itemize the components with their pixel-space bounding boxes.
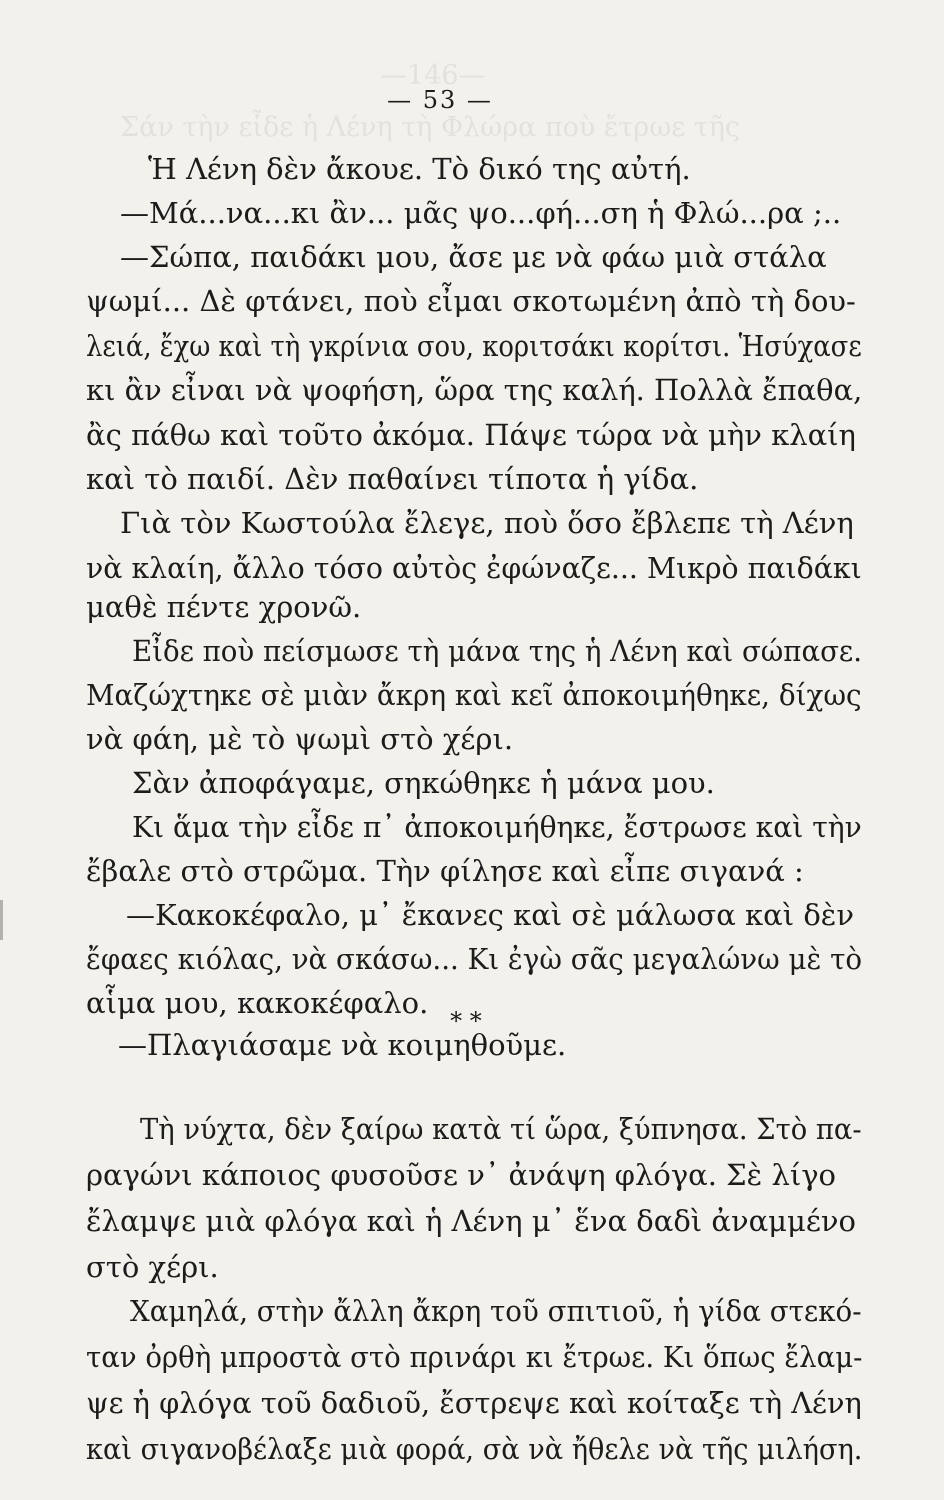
text-line: Ἡ Λένη δὲν ἄκουε. Τὸ δικό της αὐτή.	[148, 152, 691, 186]
text-line: Σὰν ἀποφάγαμε, σηκώθηκε ἡ μάνα μου.	[132, 766, 715, 800]
text-line: λειά, ἔχω καὶ τὴ γκρίνια σου, κοριτσάκι κορίτσι. Ἡσύχασε	[86, 329, 862, 363]
text-line: ψε ἡ φλόγα τοῦ δαδιοῦ, ἔστρεψε καὶ κοίταξε τὴ Λένη	[86, 1386, 862, 1420]
text-line: Εἶδε ποὺ πείσμωσε τὴ μάνα της ἡ Λένη καὶ σώπασε.	[132, 634, 863, 668]
text-line: ἔλαμψε μιὰ φλόγα καὶ ἡ Λένη μ᾿ ἕνα δαδὶ ἀναμμένο	[86, 1204, 856, 1238]
text-line: —Πλαγιάσαμε νὰ κοιμηθοῦμε.	[118, 1028, 567, 1062]
text-line: ταν ὀρθὴ μπροστὰ στὸ πρινάρι κι ἔτρωε. Κι ὅπως ἔλαμ-	[86, 1340, 863, 1374]
text-line: ραγώνι κάποιος φυσοῦσε ν᾿ ἀνάψη φλόγα. Σὲ λίγο	[86, 1158, 837, 1192]
text-line: ψωμί... Δὲ φτάνει, ποὺ εἶμαι σκοτωμένη ἀπὸ τὴ δου-	[86, 284, 856, 318]
text-line: Κι ἅμα τὴν εἶδε π᾿ ἀποκοιμήθηκε, ἔστρωσε καὶ τὴν	[132, 810, 862, 844]
page-number: — 53 —	[387, 86, 493, 114]
text-line: στὸ χέρι.	[86, 1250, 219, 1284]
text-line: Μαζώχτηκε σὲ μιὰν ἄκρη καὶ κεῖ ἀποκοιμήθηκε, δίχως	[86, 678, 862, 712]
text-line: Γιὰ τὸν Κωστούλα ἔλεγε, ποὺ ὅσο ἔβλεπε τὴ Λένη	[120, 506, 854, 540]
text-line: νὰ φάη, μὲ τὸ ψωμὶ στὸ χέρι.	[86, 722, 514, 756]
text-line: νὰ κλαίη, ἄλλο τόσο αὐτὸς ἐφώναζε... Μικρὸ παιδάκι	[86, 551, 862, 585]
text-line: καὶ σιγανοβέλαξε μιὰ φορά, σὰ νὰ ἤθελε νὰ τῆς μιλήση.	[86, 1432, 863, 1466]
text-line: μαθὲ πέντε χρονῶ.	[86, 590, 362, 624]
margin-scan-mark	[0, 900, 3, 940]
bleed-through-mark: Σάν τὴν εἶδε ἡ Λένη τὴ Φλώρα ποὺ ἔτρωε τῆς	[120, 112, 741, 143]
text-line: Τὴ νύχτα, δὲν ξαίρω κατὰ τί ὥρα, ξύπνησα. Στὸ πα-	[140, 1112, 862, 1146]
text-line: αἷμα μου, κακοκέφαλο.	[86, 986, 429, 1020]
text-line: —Κακοκέφαλο, μ᾿ ἔκανες καὶ σὲ μάλωσα καὶ δὲν	[126, 898, 854, 932]
text-line: ἂς πάθω καὶ τοῦτο ἀκόμα. Πάψε τώρα νὰ μὴν κλαίη	[86, 418, 856, 452]
text-line: κι ἂν εἶναι νὰ ψοφήση, ὥρα της καλή. Πολλὰ ἔπαθα,	[86, 373, 863, 407]
text-line: Χαμηλά, στὴν ἄλλη ἄκρη τοῦ σπιτιοῦ, ἡ γίδα στεκό-	[130, 1294, 862, 1328]
section-break: * *	[450, 1007, 482, 1035]
bleed-through-mark: —146—	[380, 60, 486, 91]
text-line: —Μά...να...κι ἂν... μᾶς ψο...φή...ση ἡ Φλώ...ρα ;..	[120, 196, 842, 230]
text-line: —Σώπα, παιδάκι μου, ἄσε με νὰ φάω μιὰ στάλα	[120, 240, 827, 274]
text-line: καὶ τὸ παιδί. Δὲν παθαίνει τίποτα ἡ γίδα.	[86, 462, 699, 496]
text-line: ἔφαες κιόλας, νὰ σκάσω... Κι ἐγὼ σᾶς μεγαλώνω μὲ τὸ	[86, 942, 863, 976]
text-line: ἔβαλε στὸ στρῶμα. Τὴν φίλησε καὶ εἶπε σιγανά :	[86, 854, 804, 888]
